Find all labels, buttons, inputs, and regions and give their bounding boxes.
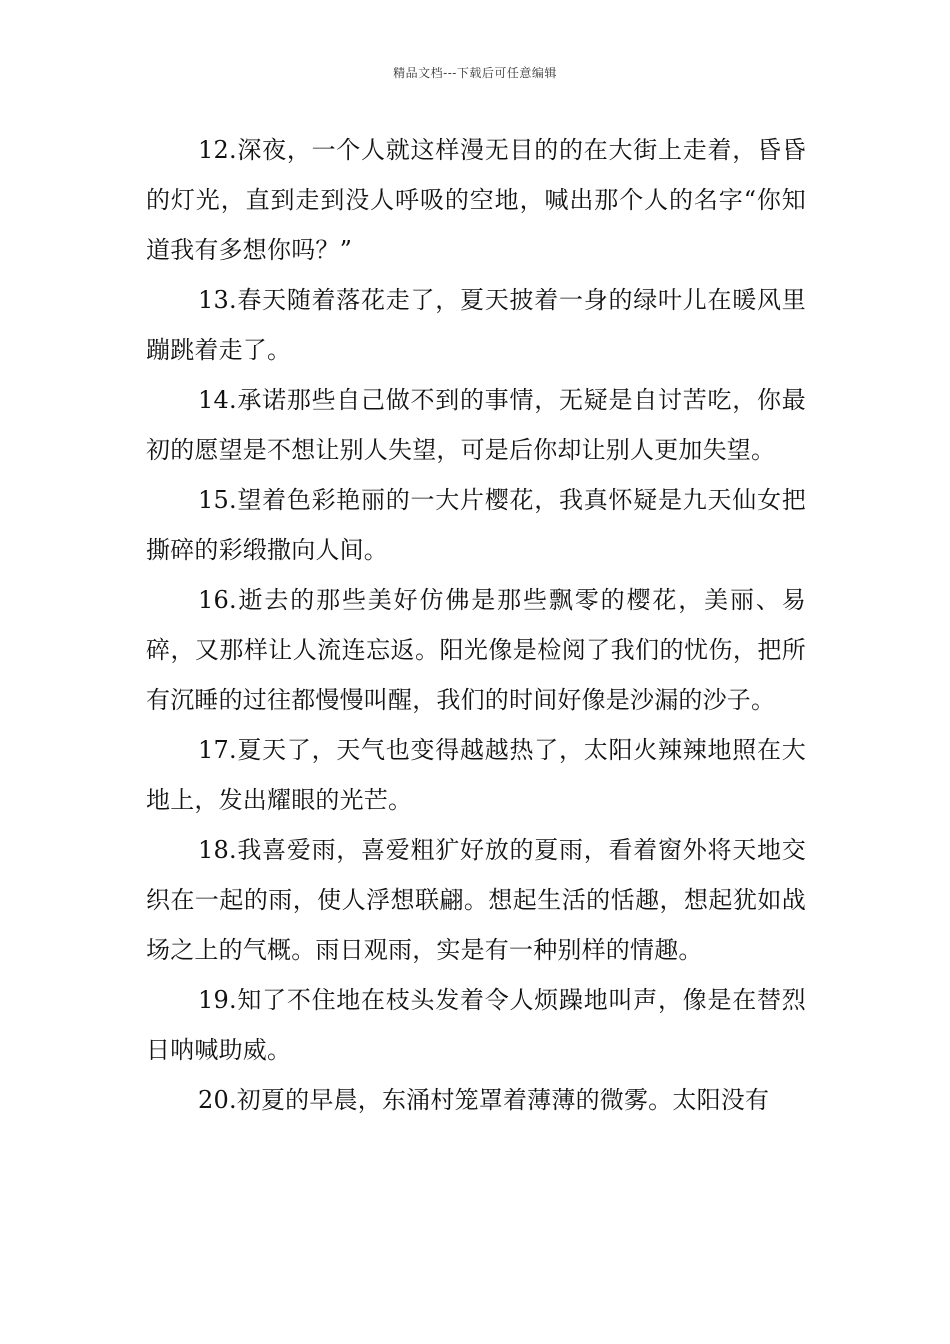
paragraph-19: 19.知了不住地在枝头发着令人烦躁地叫声，像是在替烈日呐喊助威。 — [146, 986, 806, 1064]
paragraph-14: 14.承诺那些自己做不到的事情，无疑是自讨苦吃，你最初的愿望是不想让别人失望，可是后你却让别人更加失望。 — [146, 386, 806, 464]
paragraph-15: 15.望着色彩艳丽的一大片樱花，我真怀疑是九天仙女把撕碎的彩缎撒向人间。 — [146, 486, 806, 564]
paragraph-20: 20.初夏的早晨，东涌村笼罩着薄薄的微雾。太阳没有 — [198, 1086, 770, 1114]
paragraph-18: 18.我喜爱雨，喜爱粗犷好放的夏雨，看着窗外将天地交织在一起的雨，使人浮想联翩。想起生活的恬趣，想起犹如战场之上的气概。雨日观雨，实是有一种别样的情趣。 — [146, 836, 806, 964]
paragraph-17: 17.夏天了，天气也变得越越热了，太阳火辣辣地照在大地上，发出耀眼的光芒。 — [146, 736, 806, 814]
paragraph-13: 13.春天随着落花走了，夏天披着一身的绿叶儿在暖风里蹦跳着走了。 — [146, 286, 806, 364]
paragraph-16: 16.逝去的那些美好仿佛是那些飘零的樱花，美丽、易碎，又那样让人流连忘返。阳光像是检阅了我们的忧伤，把所有沉睡的过往都慢慢叫醒，我们的时间好像是沙漏的沙子。 — [146, 586, 806, 714]
page-header: 精品文档---下载后可任意编辑 — [393, 66, 557, 80]
paragraph-12: 12.深夜，一个人就这样漫无目的的在大街上走着，昏昏的灯光，直到走到没人呼吸的空地，喊出那个人的名字“你知道我有多想你吗？” — [146, 136, 806, 264]
document-body — [146, 125, 806, 1125]
